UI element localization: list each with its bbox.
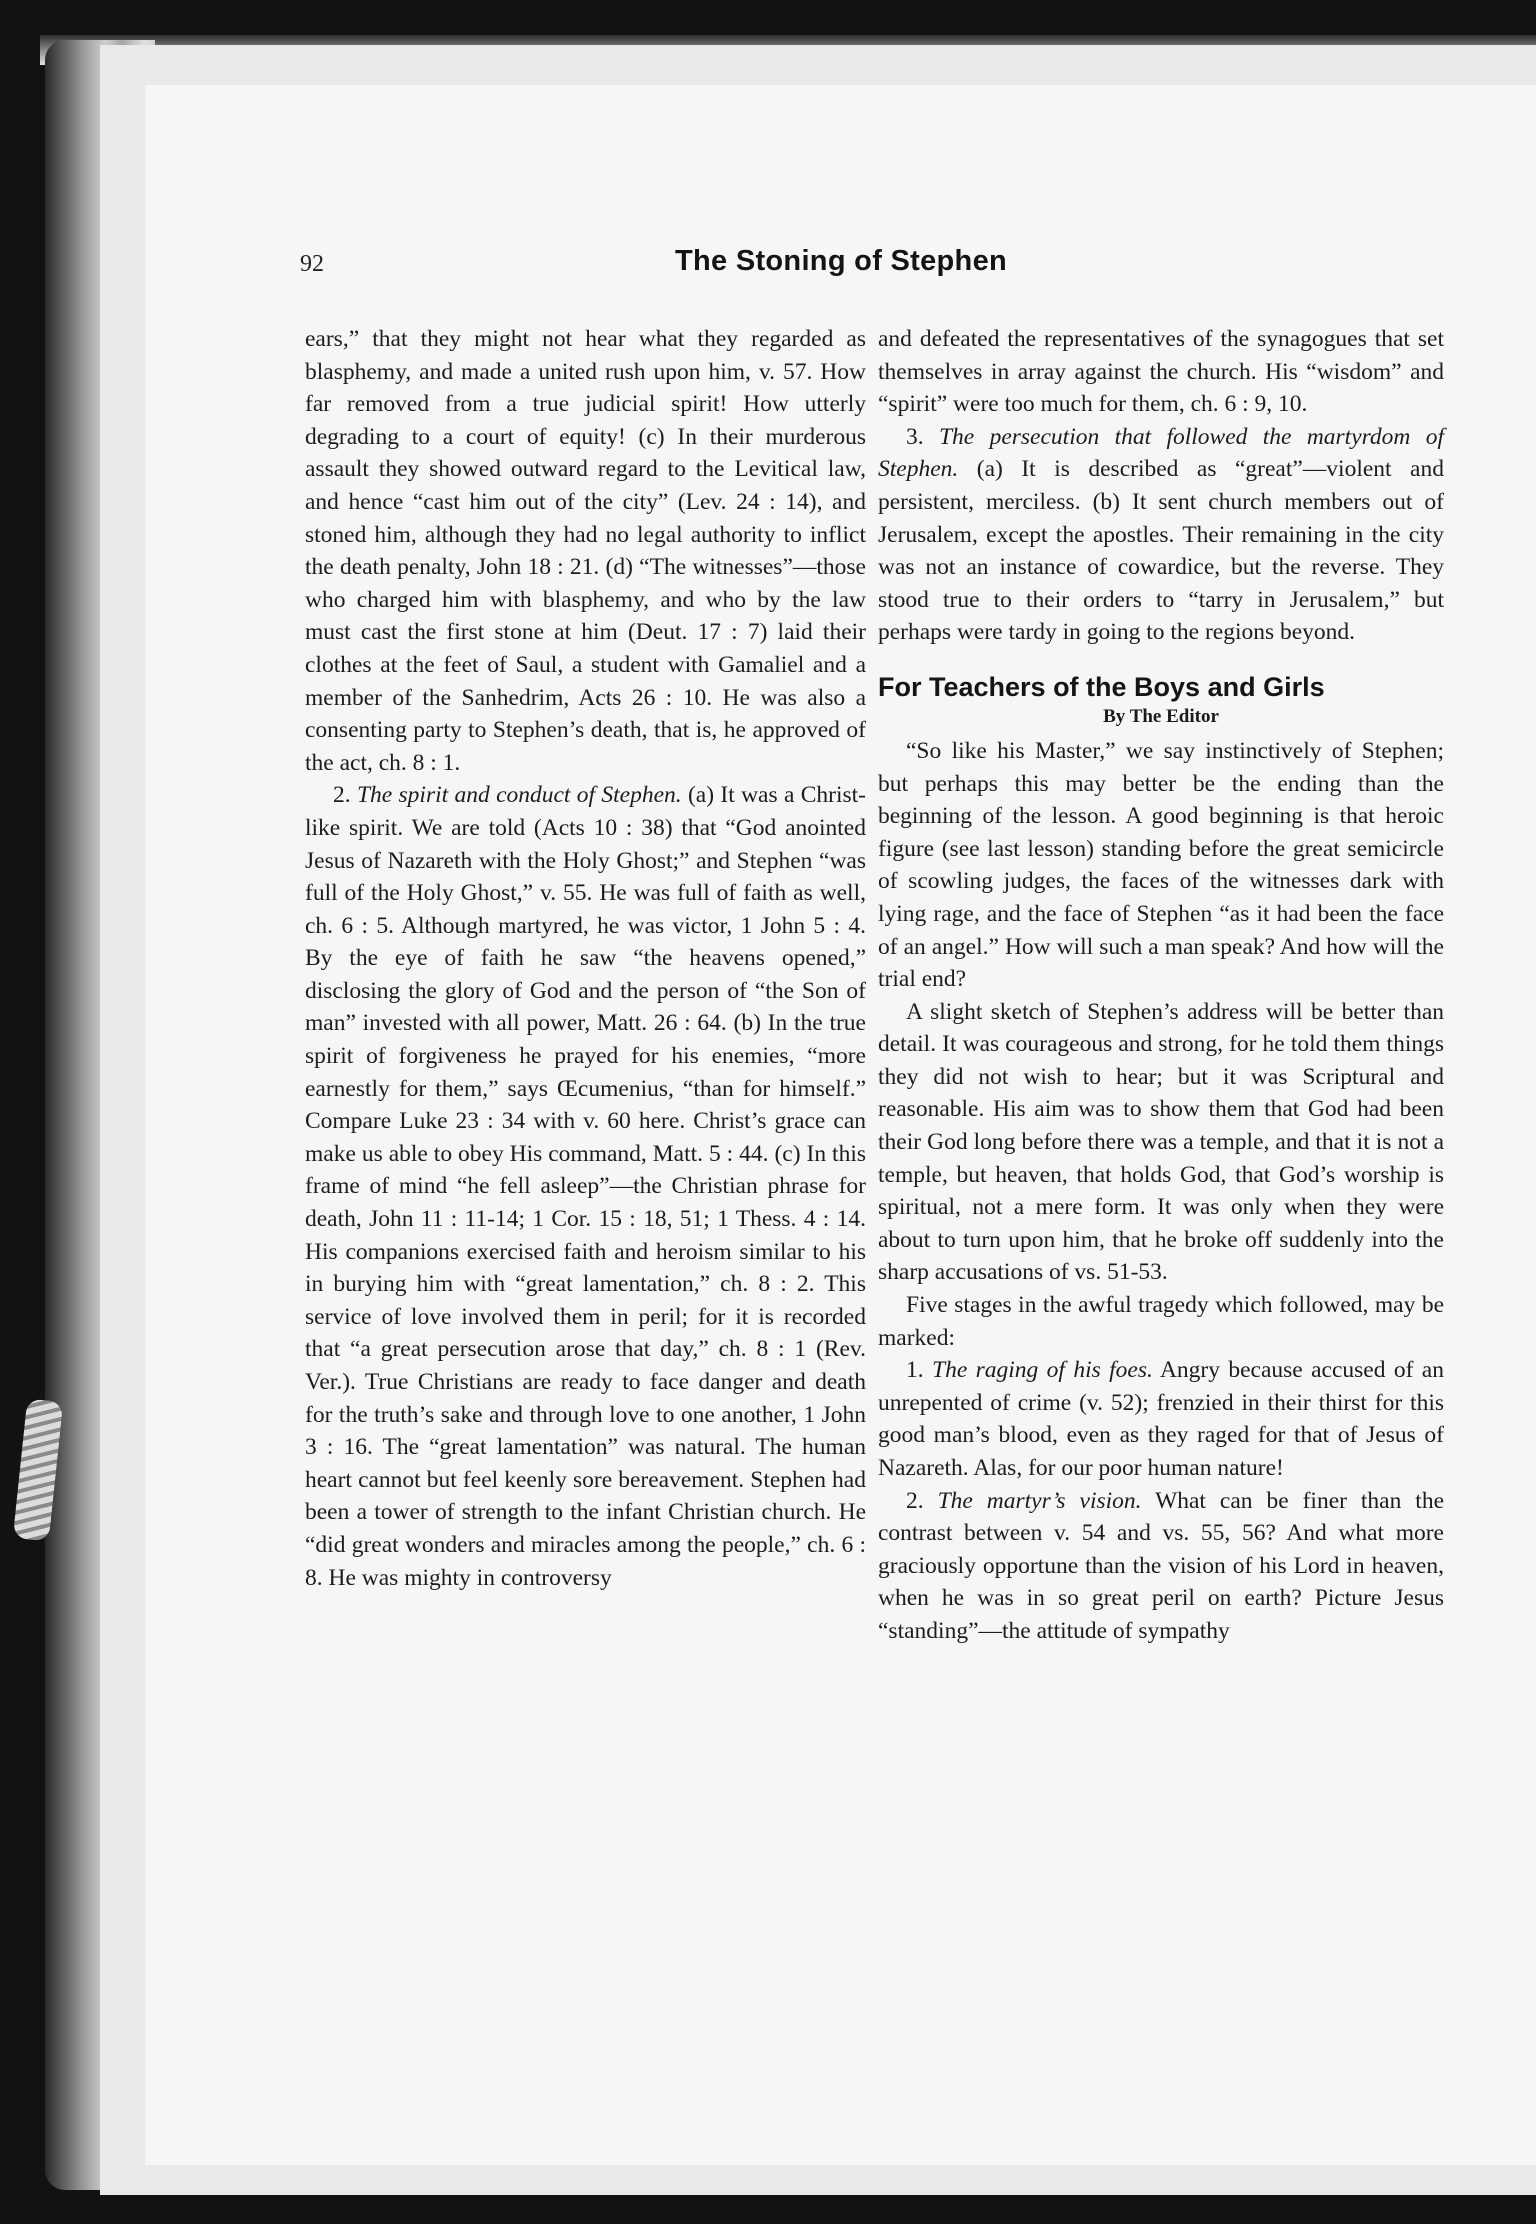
running-title: The Stoning of Stephen <box>675 245 1008 277</box>
item-heading: The spirit and conduct of Stephen. <box>356 782 682 809</box>
right-column <box>878 323 1444 1648</box>
item-body: What can be finer than the contrast between v. 54 and vs. 55, 56? And what more graciously opportune than the vision of his Lord in heaven, when he was in so great peril on earth? Picture Jesus “standing”—the attitude of sympathy <box>878 1487 1445 1644</box>
book-page <box>145 85 1536 2165</box>
item-heading: The martyr’s vision. <box>937 1487 1142 1514</box>
byline: By The Editor <box>1103 705 1219 727</box>
left-column <box>305 323 866 1594</box>
item-body: (a) It was a Christ-like spirit. We are told (Acts 10 : 38) that “God anointed Jesus of Nazareth with the Holy Ghost;” and Stephen “was full of the Holy Ghost,” v. 55. He was full of faith as well, ch. 6 : 5. Although martyred, he was victor, 1 John 5 : 4. By the eye of faith he saw “the heavens opened,” disclosing the glory of God and the person of “the Son of man” invested with all power, Matt. 26 : 64. (b) In the true spirit of forgiveness he prayed for his enemies, “more earnestly for them,” says Œcumenius, “than for himself.” Compare Luke 23 : 34 with v. 60 here. Christ’s grace can make us able to obey His command, Matt. 5 : 44. (c) In this frame of mind “he fell asleep”—the Christian phrase for death, John 11 : 11-14; 1 Cor. 15 : 18, 51; 1 Thess. 4 : 14. His companions exercised faith and heroism similar to his in burying him with “great lamentation,” ch. 8 : 2. This service of love involved them in peril; for it is recorded that “a great persecution arose that day,” ch. 8 : 1 (Rev. Ver.). True Christians are ready to face danger and death for the truth’s sake and through love to one another, 1 John 3 : 16. The “great lamentation” was natural. The human heart cannot but feel keenly sore bereavement. Stephen had been a tower of strength to the infant Christian church. He “did great wonders and miracles among the people,” ch. 6 : 8. He was mighty in controversy <box>305 782 866 1591</box>
paragraph: Five stages in the awful tragedy which followed, may be marked: <box>878 1292 1444 1351</box>
page-header <box>145 245 1536 295</box>
section-heading: For Teachers of the Boys and Girls <box>878 671 1325 702</box>
paragraph: “So like his Master,” we say instinctively of Stephen; but perhaps this may better be the ending than the beginning of the lesson. A good beginning is that heroic figure (see last lesson) standing before the great semicircle of scowling judges, the faces of the witnesses dark with lying rage, and the face of Stephen “as it had been the face of an angel.” How will such a man speak? And how will the trial end? <box>878 737 1444 993</box>
numbered-paragraph <box>878 421 1444 649</box>
item-number: 2. <box>333 782 351 809</box>
paragraph: ears,” that they might not hear what they regarded as blasphemy, and made a united rush upon him, v. 57. How far removed from a true judicial spirit! How utterly degrading to a court of equity! (c) In their murderous assault they showed outward regard to the Levitical law, and hence “cast him out of the city” (Lev. 24 : 14), and stoned him, although they had no legal authority to inflict the death penalty, John 18 : 21. (d) “The witnesses”—those who charged him with blasphemy, and who by the law must cast the first stone at him (Deut. 17 : 7) laid their clothes at the feet of Saul, a student with Gamaliel and a member of the Sanhedrim, Acts 26 : 10. He was also a consenting party to Stephen’s death, that is, he approved of the act, ch. 8 : 1. <box>305 326 866 776</box>
item-number: 3. <box>906 423 924 450</box>
numbered-paragraph <box>878 1354 1444 1484</box>
item-number: 2. <box>906 1487 924 1514</box>
item-body: Angry because accused of an unrepented of crime (v. 52); frenzied in their thirst for this good man’s blood, even as they raged for that of Jesus of Nazareth. Alas, for our poor human nature! <box>878 1357 1444 1481</box>
numbered-paragraph <box>878 1485 1444 1648</box>
paragraph: A slight sketch of Stephen’s address will be better than detail. It was courageous and strong, for he told them things they did not wish to hear; but it was Scriptural and reasonable. His aim was to show them that God had been their God long before there was a temple, and that it is not a temple, but heaven, that holds God, that God’s worship is spiritual, not a mere form. It was only when they were about to turn upon him, that he broke off suddenly into the sharp accusations of vs. 51-53. <box>878 998 1444 1286</box>
item-heading: The raging of his foes. <box>932 1357 1153 1384</box>
item-heading: The persecution that followed the martyrdom of Stephen. <box>878 423 1445 483</box>
item-number: 1. <box>906 1357 924 1384</box>
numbered-paragraph <box>305 779 866 1594</box>
page-number: 92 <box>300 251 324 277</box>
item-body: (a) It is described as “great”—violent and persistent, merciless. (b) It sent church members out of Jerusalem, except the apostles. Their remaining in the city was not an instance of cowardice, but the reverse. They stood true to their orders to “tarry in Jerusalem,” but perhaps were tardy in going to the regions beyond. <box>878 456 1444 646</box>
paragraph: and defeated the representatives of the synagogues that set themselves in array against the church. His “wisdom” and “spirit” were too much for them, ch. 6 : 9, 10. <box>878 326 1444 418</box>
